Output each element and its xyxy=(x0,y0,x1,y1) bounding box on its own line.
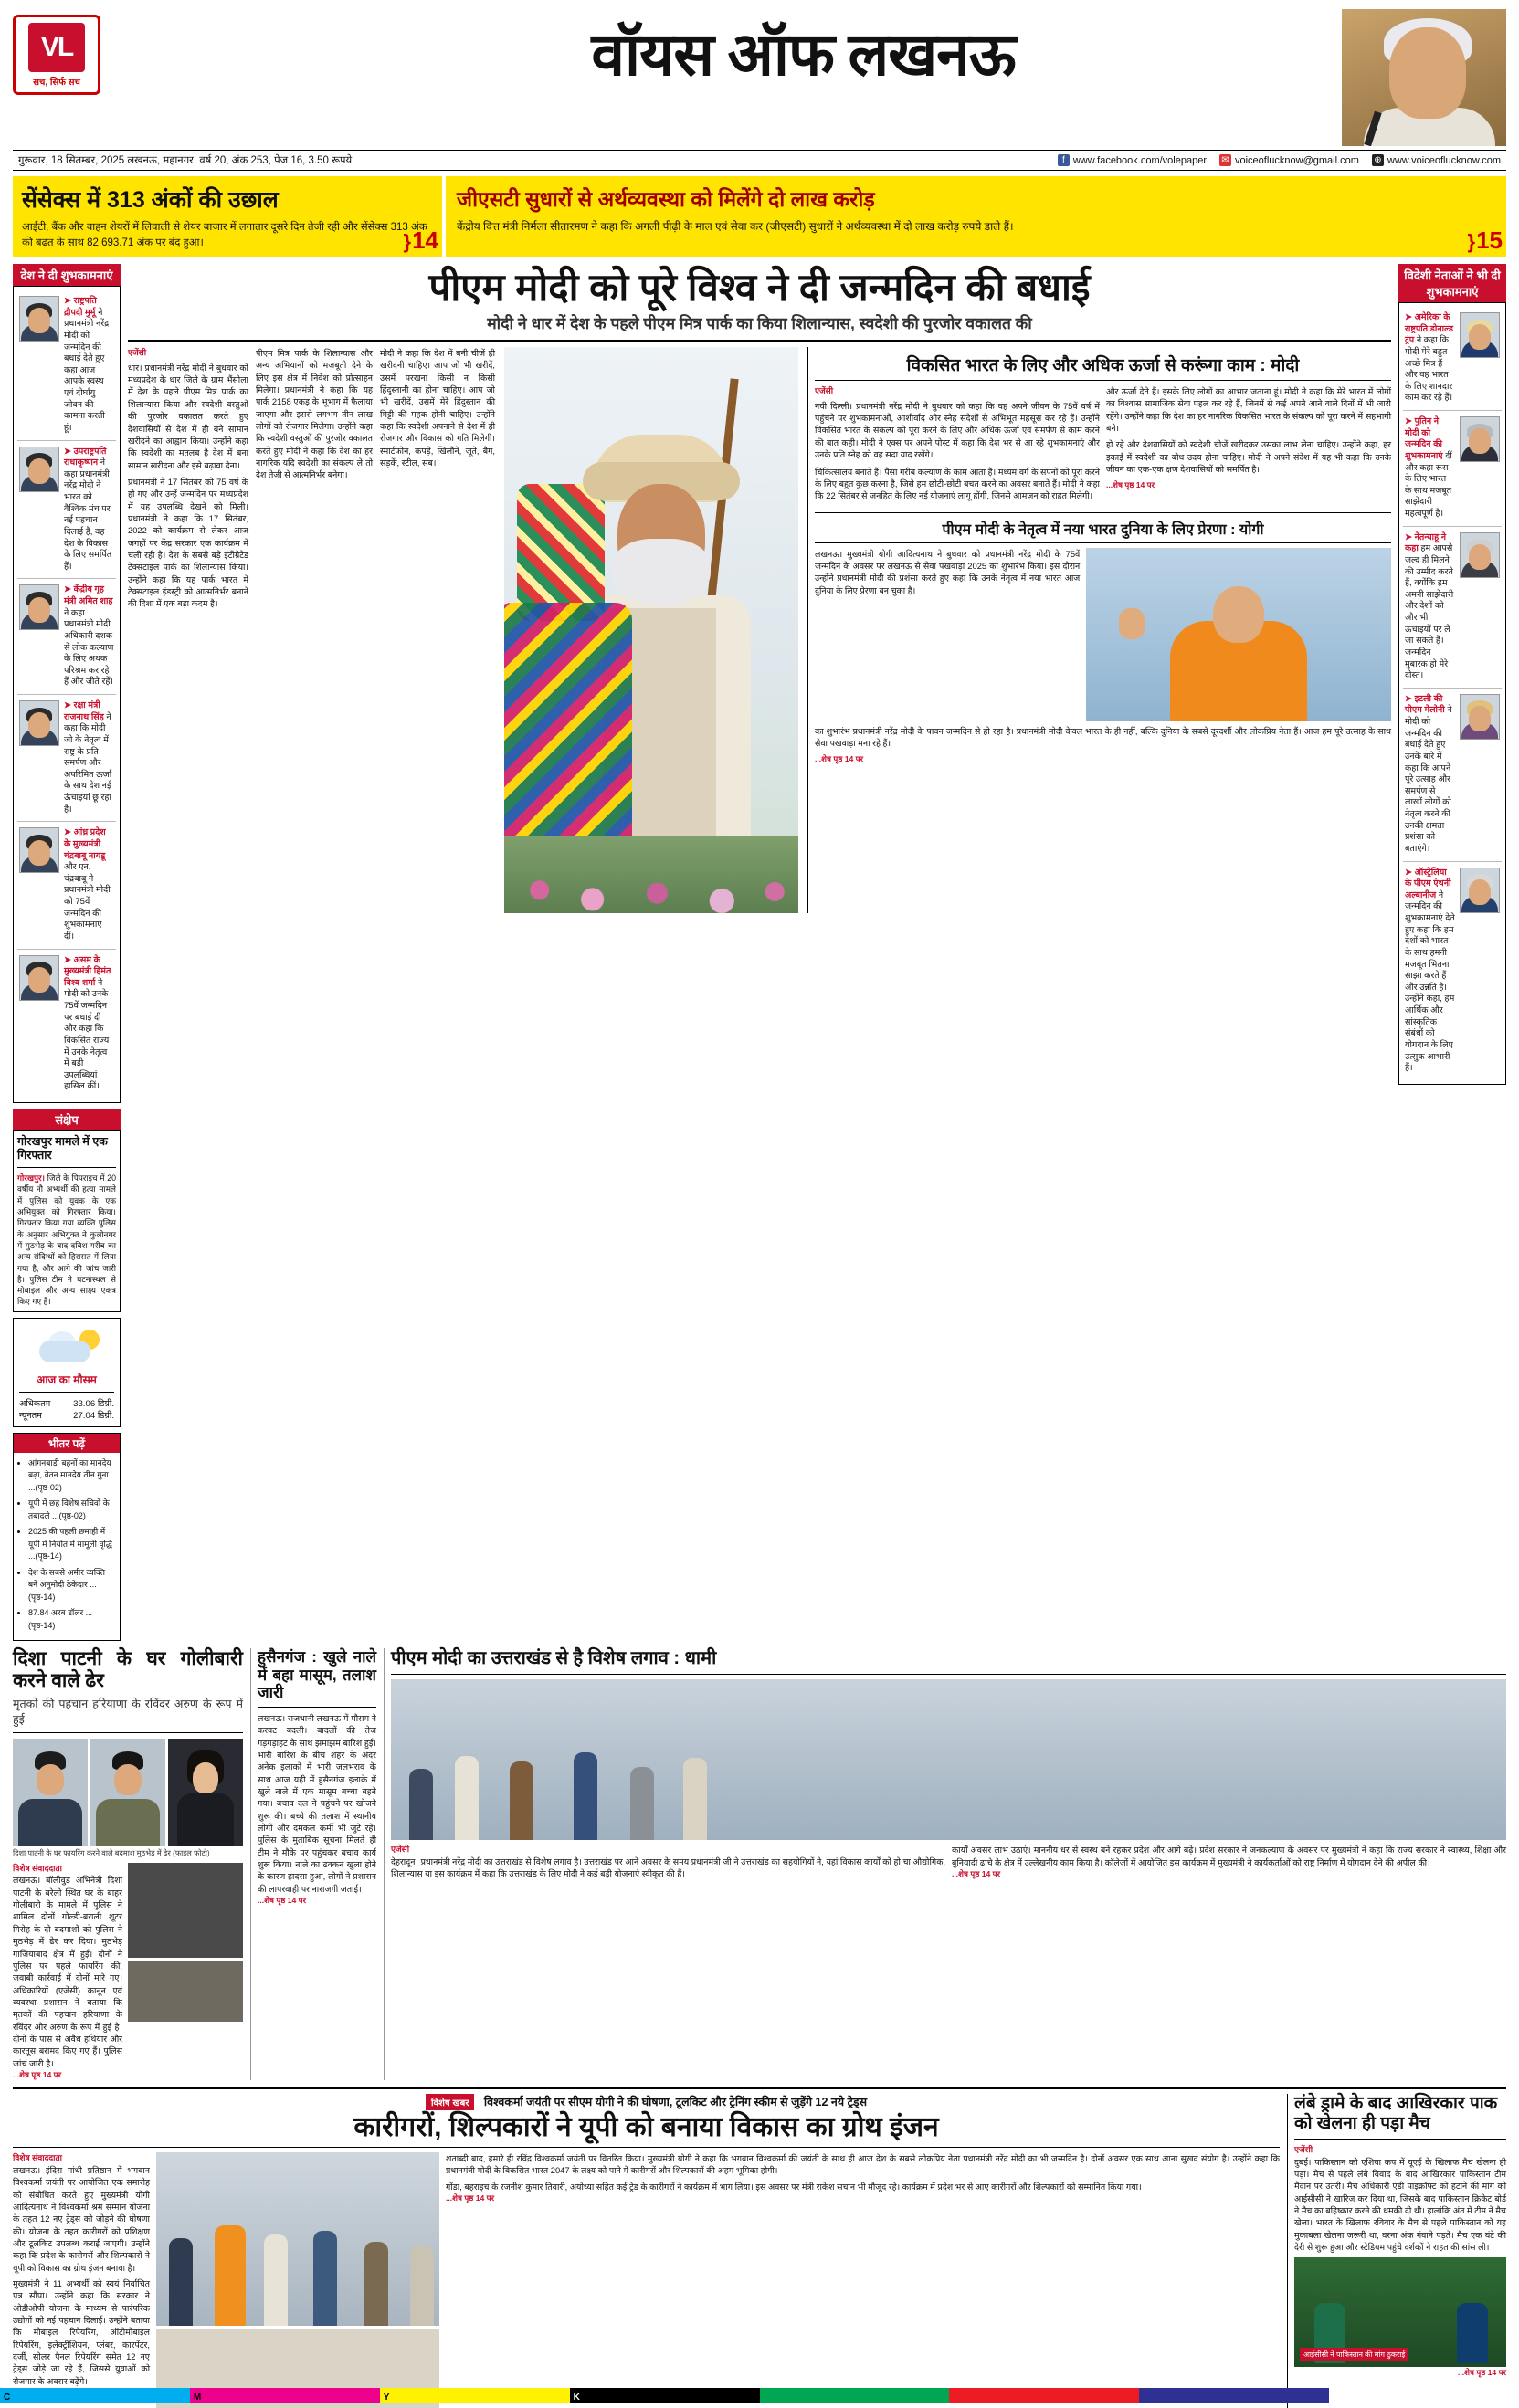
list-item-text: ने जन्मदिन की शुभकामनाएं देते हुए कहा कि हम देशों को भारत के साथ हमनी मजबूत भितना साझा करते हैं और उन्नति है। उन्होंने कहा, हम आर्थिक और सांस्कृतिक संबंधों को योगदान के लिए उत्सुक आभारी हैं। xyxy=(1405,889,1455,1074)
list-item-text: और एन. चंद्रबाबू ने प्रधानमंत्री मोदी को 75वें जन्मदिन की शुभकामनाएं दीं। xyxy=(64,862,111,941)
top-ticker xyxy=(13,176,1506,257)
list-item[interactable]: • 2025 की पहली छमाही में यूपी में निर्यात में मामूली वृद्धि ...(पृष्ठ-14) xyxy=(28,1526,114,1563)
list-item[interactable]: • देश के सबसे अमीर व्यक्ति बने अनुमोदी ठेकेदार ...(पृष्ठ-14) xyxy=(28,1567,114,1604)
ticker-gst-headline: जीएसटी सुधारों से अर्थव्यवस्था को मिलेंगे दो लाख करोड़ xyxy=(457,187,875,211)
lead-byline: एजेंसी xyxy=(128,348,147,358)
story-cricket xyxy=(1287,2094,1506,2408)
disha-byline: विशेष संवाददाता xyxy=(13,1863,62,1873)
lead-headline: पीएम मोदी को पूरे विश्व ने दी जन्मदिन की बधाई xyxy=(428,266,1091,309)
dhami-text-right: कार्यों अवसर लाभ उठाएं। माननीय धर से स्वस्थ बने रहकर प्रदेश और आगे बढ़े। प्रदेश सरकार ने जनकल्याण के अवसर पर मुख्यमंत्री ने कहा कि राज्य सरकार ने स्वास्थ्य, शिक्षा और बुनियादी ढांचे के क्षेत्र में उल्लेखनीय काम किया है। कॉलेजों में आयोजित इस कार्यक्रम में मुख्यमंत्री ने कार्यकर्ताओं को राष्ट्र निर्माण में योगदान देने की अपील की। xyxy=(952,1845,1506,1867)
dateline: गुरूवार, 18 सितम्बर, 2025 लखनऊ, महानगर, वर्ष 20, अंक 253, पेज 16, 3.50 रूपये xyxy=(18,155,353,166)
right-sidebar-list xyxy=(1398,302,1506,1085)
list-item-text: ने प्रधानमंत्री नरेंद्र मोदी को जन्मदिन की बधाई देते हुए कहा आज आपके स्वस्थ एवं दीर्घायु जीवन की कामना करती हूं। xyxy=(64,307,110,433)
list-item-name: केंद्रीय गृह मंत्री अमित शाह xyxy=(64,584,113,606)
story-vishwakarma xyxy=(13,2094,1280,2408)
weather-min-label: न्यूनतम xyxy=(19,1410,42,1421)
dateline-bar xyxy=(13,150,1506,171)
ticker-sensex[interactable] xyxy=(13,176,442,257)
status-badge: विशेष खबर xyxy=(426,2094,475,2110)
list-item-name: नेतन्याहू ने कहा xyxy=(1405,531,1447,554)
partly-cloudy-icon xyxy=(34,1328,100,1368)
list-item[interactable]: ➤ उपराष्ट्रपति राधाकृष्णन ने कहा प्रधानमंत्री नरेंद्र मोदी ने भारत को वैश्विक मंच पर नई पहचान दिलाई है, वह देश के विकास के लिए समर्पित हैं। xyxy=(17,441,116,580)
list-item[interactable]: ➤ अमेरिका के राष्ट्रपति डोनाल्ड ट्रंप ने कहा कि मोदी मेरे बहुत अच्छे मित्र हैं और वह भारत के लिए शानदार काम कर रहे हैं। xyxy=(1403,307,1502,411)
newspaper-logo xyxy=(13,15,100,95)
list-item[interactable]: ➤ इटली की पीएम मेलोनी ने मोदी को जन्मदिन की बधाई देते हुए उनके बारे में कहा कि आपने पूरे उत्साह और समर्पण से लाखों लोगों को नेतृत्व करने की उनकी क्षमता प्रशंसा को बताएंगे। xyxy=(1403,689,1502,862)
weather-widget xyxy=(13,1318,121,1427)
left-brief-byline: गोरखपुर। xyxy=(17,1173,45,1183)
list-item[interactable]: ➤ आंध्र प्रदेश के मुख्यमंत्री चंद्रबाबू नायडू और एन. चंद्रबाबू ने प्रधानमंत्री मोदी को 75वें जन्मदिन की शुभकामनाएं दीं। xyxy=(17,822,116,949)
color-swatch-white xyxy=(1329,2388,1519,2403)
energy-continued[interactable]: ...शेष पृष्ठ 14 पर xyxy=(1106,480,1155,490)
photo-crime-scene-vehicle xyxy=(128,1863,243,1958)
dhami-headline: पीएम मोदी का उत्तराखंड से है विशेष लगाव : धामी xyxy=(391,1648,717,1669)
list-item[interactable]: ➤ ऑस्ट्रेलिया के पीएम एंथनी अल्बानीज ने जन्मदिन की शुभकामनाएं देते हुए कहा कि हम देशों को भारत के साथ हमनी मजबूत भितना साझा करते हैं और उन्नति है। उन्होंने कहा, हम आर्थिक और सांस्कृतिक संबंधों को योगदान के लिए उत्सुक आभारी हैं। xyxy=(1403,862,1502,1080)
cricket-caption: आईसीसी ने पाकिस्तान की मांग ठुकराई xyxy=(1300,2348,1408,2361)
left-brief xyxy=(13,1109,121,1312)
lead-subheadline: मोदी ने धार में देश के पहले पीएम मित्र पार्क का किया शिलान्यास, स्वदेशी की पुरजोर वकालत की xyxy=(128,312,1391,342)
lead-photo-pm-modi xyxy=(504,347,798,913)
weather-max-label: अधिकतम xyxy=(19,1398,51,1409)
right-sidebar xyxy=(1398,264,1506,1641)
facebook-link[interactable] xyxy=(1058,154,1207,166)
globe-icon: ⊕ xyxy=(1372,154,1384,166)
website-handle: www.voiceoflucknow.com xyxy=(1387,154,1501,166)
energy-headline: विकसित भारत के लिए और अधिक ऊर्जा से करूंगा काम : मोदी xyxy=(815,352,1391,381)
portrait-thumb xyxy=(19,700,59,746)
list-item-name: अमेरिका के राष्ट्रपति डोनाल्ड ट्रंप xyxy=(1405,312,1453,346)
dhami-text-left: देहरादून। प्रधानमंत्री नरेंद्र मोदी का उत्तराखंड से विशेष लगाव है। उत्तराखंड पर आने अवसर के समय प्रधानमंत्री जी ने उत्तराखंड का सहयोगियों ने, यहां विकास कार्यों को हो चा औद्योगिक, शिलान्यास या इस कार्यक्रम में कहा कि उत्तराखंड के लिए मोदी ने कई बड़ी योजनाएं स्वीकृत की हैं। xyxy=(391,1856,945,1879)
vishwakarma-para: लखनऊ। इंदिरा गांधी प्रतिष्ठान में भगवान विश्वकर्मा जयंती पर आयोजित एक समारोह को संबोधित करते हुए मुख्यमंत्री योगी आदित्यनाथ ने विश्वकर्मा श्रम सम्मान योजना के तहत 12 नए ट्रेड्स को जोड़ने की घोषणा की। योजना के तहत कारीगरों को प्रशिक्षण और टूलकिट उपलब्ध कराई जाएगी। उन्होंने कहा कि प्रदेश के कारीगरों और शिल्पकारों ने यूपी को विकास का ग्रोथ इंजन बनाया है। xyxy=(13,2164,150,2273)
masthead xyxy=(13,9,1506,146)
story-dhami xyxy=(384,1648,1506,2080)
yogi-para-right: का शुभारंभ प्रधानमंत्री नरेंद्र मोदी के पावन जन्मदिन से हो रहा है। प्रधानमंत्री मोदी केवल भारत के ही नहीं, बल्कि दुनिया के सबसे दूरदर्शी और लोकप्रिय नेता हैं। आज हम पूरे उत्साह के साथ सेवा पखवाड़ा मना रहे हैं। xyxy=(815,725,1391,748)
list-item[interactable]: ➤ केंद्रीय गृह मंत्री अमित शाह ने कहा प्रधानमंत्री मोदी अधिकारी दशक से लोक कल्याण के लिए अथक परिश्रम कर रहे हैं और जीते रहें। xyxy=(17,579,116,695)
portrait-thumb xyxy=(1460,868,1500,913)
color-label-m: M xyxy=(193,2392,202,2403)
disha-text: लखनऊ। बॉलीवुड अभिनेत्री दिशा पाटनी के बरेली स्थित घर के बाहर गोलीबारी के मामले में पुलिस ने शामिल दोनों गोल्डी-बराली शूटर गिरोह के दो बदमाशों को पुलिस ने मुठभेड़ में ढेर कर दिया। मुठभेड़ गाजियाबाद क्षेत्र में हुई। दोनों ने पुलिस पर पहले फायरिंग की, जवाबी कार्रवाई में दोनों मारे गए। अधिकारियों (एजेंसी) कानून एवं व्यवस्था प्रशासन ने बताया कि मृतकों की पहचान हरियाणा के रविंदर और अरुण के रूप में हुई है। दोनों के पास से अवैध हथियार और कारतूस बरामद किए गए हैं। पुलिस जांच जारी है। xyxy=(13,1875,122,2068)
vishwakarma-para: गोंडा, बहराइच के रजनीश कुमार तिवारी, अयोध्या सहित कई ट्रेड के कारीगरों ने कार्यक्रम में भाग लिया। इस अवसर पर मंत्री राकेश सचान भी मौजूद रहे। कार्यक्रम में प्रदेश भर से आए कारीगरों और शिल्पकारों को सम्मानित किया गया। xyxy=(446,2181,1142,2192)
list-item-name: आंध्र प्रदेश के मुख्यमंत्री चंद्रबाबू नायडू xyxy=(64,827,106,861)
color-swatch-blue xyxy=(1139,2388,1329,2403)
weather-row xyxy=(19,1397,114,1409)
disha-photo-strip xyxy=(13,1739,243,1846)
portrait-thumb xyxy=(1460,694,1500,740)
color-swatch-yellow xyxy=(380,2388,570,2403)
list-item[interactable]: • आंगनबाड़ी बहनों का मानदेय बढ़ा, वेतन मानदेय तीन गुना ...(पृष्ठ-02) xyxy=(28,1457,114,1495)
color-swatch-cyan xyxy=(0,2388,190,2403)
portrait-thumb xyxy=(1460,532,1500,578)
list-item[interactable]: ➤ रक्षा मंत्री राजनाथ सिंह ने कहा कि मोदी जी के नेतृत्व में राष्ट्र के प्रति समर्पण और अपरिमित ऊर्जा के साथ देश नई ऊंचाइयां छू रहा है। xyxy=(17,695,116,822)
color-label-y: Y xyxy=(383,2392,390,2403)
energy-para: नयी दिल्ली। प्रधानमंत्री नरेंद्र मोदी ने बुधवार को कहा कि वह अपने जीवन के 75वें वर्ष में पहुंचने पर शुभकामनाओं, आशीर्वाद और स्नेह संदेशों से अभिभूत महसूस कर रहे हैं। उन्होंने विकसित भारत के संकल्प को पूरा करने के लिए और अधिक ऊर्जा एवं समर्पण से काम करने की बात कही। मोदी ने एक्स पर अपने पोस्ट में कहा कि देश भर से आ रहे शुभकामनाएं और उनके प्रति स्नेह को वह सदा याद रखेंगे। xyxy=(815,400,1100,460)
color-swatch-magenta xyxy=(190,2388,380,2403)
list-item[interactable]: ➤ पुतिन ने मोदी को जन्मदिन की शुभकामनाएं दीं और कहा रूस के लिए भारत के साथ मजबूत साझेदारी महत्वपूर्ण है। xyxy=(1403,411,1502,527)
left-brief-headline: गोरखपुर मामले में एक गिरफ्तार xyxy=(17,1135,108,1162)
list-item-text: ने मोदी को जन्मदिन की बधाई देते हुए उनके बारे में कहा कि आपने पूरे उत्साह और समर्पण से लाखों लोगों को नेतृत्व करने की उनकी क्षमता प्रशंसा को बताएंगे। xyxy=(1405,705,1452,854)
list-item-text: ने कहा प्रधानमंत्री मोदी अधिकारी दशक से लोक कल्याण के लिए अथक परिश्रम कर रहे हैं और जीते रहें। xyxy=(64,607,114,688)
inside-index-title: भीतर पढ़ें xyxy=(14,1434,120,1453)
side-stories xyxy=(807,347,1391,913)
portrait-thumb xyxy=(19,584,59,630)
photo-seized-weapons xyxy=(128,1961,243,2022)
masthead-photo-finance-minister xyxy=(1342,9,1506,146)
main-content xyxy=(128,264,1391,1641)
list-item-name: ऑस्ट्रेलिया के पीएम एंथनी अल्बानीज xyxy=(1405,867,1451,900)
left-sidebar xyxy=(13,264,121,1641)
list-item-name: रक्षा मंत्री राजनाथ सिंह xyxy=(64,700,104,722)
dhami-continued[interactable]: ...शेष पृष्ठ 14 पर xyxy=(952,1868,1001,1878)
energy-para: चिकित्सालय बनाते हैं। पैसा गरीब कल्याण के काम आता है। मध्यम वर्ग के सपनों को पूरा करने के लिए बहुत कुछ करना है, जिसे हम छोटी-छोटी बचत करने का अवसर बनाते हैं। मोदी ने कहा कि 22 सितंबर से जनहित के लिए नई योजनाएं लागू होंगी, जिनसे आमजन को राहत मिलेगी। xyxy=(815,466,1100,501)
lead-para: मोदी ने कहा कि देश में बनी चीजें ही खरीदनी चाहिए। आप जो भी खरीदें, उसमें परखना किसी न किसी हिंदुस्तानी का होना चाहिए। आप जो भी खरीदें, उसमें मेरे हिंदुस्तान की मिट्टी की महक होनी चाहिए। उन्होंने कहा कि स्वदेशी अपनाने से देश में ही रोजगार और विकास को गति मिलेगी। स्मार्टफोन, कपड़े, खिलौने, जूते, बैग, सड़कें, स्टील, सब। xyxy=(380,348,495,468)
disha-continued[interactable]: ...शेष पृष्ठ 14 पर xyxy=(13,2069,62,2079)
list-item[interactable]: ➤ राष्ट्रपति द्रौपदी मुर्मू ने प्रधानमंत्री नरेंद्र मोदी को जन्मदिन की बधाई देते हुए कहा आज आपके स्वस्थ एवं दीर्घायु जीवन की कामना करती हूं। xyxy=(17,290,116,441)
list-item-name: उपराष्ट्रपति राधाकृष्णन xyxy=(64,446,107,468)
list-item-text: ने कहा कि मोदी जी के नेतृत्व में राष्ट्र के प्रति समर्पण और अपरिमित ऊर्जा के साथ देश नई ऊंचाइयां छू रहा है। xyxy=(64,711,112,815)
list-item-text: ने कहा प्रधानमंत्री नरेंद्र मोदी ने भारत को वैश्विक मंच पर नई पहचान दिलाई है, वह देश के विकास के लिए समर्पित हैं। xyxy=(64,457,112,572)
weather-max-value: 33.06 डिग्री. xyxy=(73,1398,114,1409)
registration-color-bar xyxy=(0,2388,1519,2403)
list-item[interactable]: ➤ नेतन्याहू ने कहा हम आपसे जल्द ही मिलने की उम्मीद करते हैं, क्योंकि हम अमनी साझेदारी और देशों को और भी ऊंचाइयों पर ले जा सकते हैं। जन्मदिन मुबारक हो मेरे दोस्त। xyxy=(1403,527,1502,689)
list-item-name: पुतिन ने मोदी को जन्मदिन की शुभकामनाएं xyxy=(1405,416,1443,461)
photo-suspect-1 xyxy=(13,1739,88,1846)
story-husainganj xyxy=(250,1648,376,2080)
lead-para: धार। प्रधानमंत्री नरेंद्र मोदी ने बुधवार को मध्यप्रदेश के धार जिले के ग्राम भैंसोला में देश के पहले पीएम मित्र पार्क का शिलान्यास किया और स्वदेशी वस्तुओं की पुरजोर वकालत करते हुए देशवासियों से देश में ही बने सामान खरीदने का आह्वान किया। उन्होंने कहा कि स्वदेशी का मतलब है देश में बना सामान खरीदना और इसे बढ़ावा देना। xyxy=(128,362,248,470)
color-swatch-green xyxy=(760,2388,950,2403)
cricket-byline: एजेंसी xyxy=(1294,2144,1313,2154)
yogi-continued[interactable]: ...शेष पृष्ठ 14 पर xyxy=(815,754,864,764)
energy-para: हो रहे और देशवासियों को स्वदेशी चीजें खरीदकर उसका लाभ लेना चाहिए। उन्होंने कहा, हर इकाई में स्वदेशी का बोध उदय होना चाहिए। मोदी ने अपने संदेश में यह भी कहा कि उनके जीवन का एक-एक क्षण देशवासियों को समर्पित है। xyxy=(1106,439,1391,475)
photo-cm-yogi xyxy=(1086,548,1391,721)
ticker-gst-text: केंद्रीय वित्त मंत्री निर्मला सीतारमण ने कहा कि अगली पीढ़ी के माल एवं सेवा कर (जीएसटी) सुधारों ने अर्थव्यवस्था में दो लाख करोड़ रुपये डाले हैं। xyxy=(457,220,1014,233)
weather-row xyxy=(19,1409,114,1421)
portrait-thumb xyxy=(1460,312,1500,358)
list-item-text: दीं और कहा रूस के लिए भारत के साथ मजबूत साझेदारी महत्वपूर्ण है। xyxy=(1405,450,1452,519)
portrait-thumb xyxy=(19,296,59,342)
vishwakarma-para: मुख्यमंत्री ने 11 अभ्यर्थी को स्वयं निर्वाचित पत्र सौंपा। उन्होंने कहा कि सरकार ने ओडीओपी योजना के माध्यम से पारंपरिक उद्योगों को नई पहचान दिलाई। उन्होंने बताया कि मोबाइल रिपेयरिंग, ऑटोमोबाइल रिपेयरिंग, इलेक्ट्रीशियन, प्लंबर, कारपेंटर, दर्जी, सोलर पैनल रिपेयरिंग समेत 12 नए ट्रेड्स जोड़े जा रहे हैं, जिससे युवाओं को रोजगार के अवसर बढ़ेंगे। xyxy=(13,2278,150,2386)
email-link[interactable] xyxy=(1219,154,1359,166)
lower-section xyxy=(13,1648,1506,2080)
lead-body xyxy=(128,347,1391,913)
list-item-text: हम आपसे जल्द ही मिलने की उम्मीद करते हैं, क्योंकि हम अमनी साझेदारी और देशों को और भी ऊंचाइयों पर ले जा सकते हैं। जन्मदिन मुबारक हो मेरे दोस्त। xyxy=(1405,543,1454,681)
page-title: वॉयस ऑफ लखनऊ xyxy=(591,22,1016,89)
list-item-name: राष्ट्रपति द्रौपदी मुर्मू xyxy=(64,296,97,318)
dhami-byline: एजेंसी xyxy=(391,1845,410,1855)
lead-para: प्रधानमंत्री ने 17 सितंबर को 75 वर्ष के हो गए और उन्हें जन्मदिन पर मध्यप्रदेश में यह उपलब्धि देखने को मिली। प्रधानमंत्री ने कहा कि 17 सितंबर, 2022 को कार्यक्रम से लेकर आज जगहों पर केंद्र सरकार एक कार्यक्रम में चली रही है। देश के सबसे बड़े इंटीग्रेटेड टेक्सटाइल पार्क का शिलान्यास किया। उन्होंने कहा कि यह पार्क भारत में टेक्सटाइल इंडस्ट्री को आत्मनिर्भर बनाने की दिशा में एक बड़ा कदम है। xyxy=(128,476,248,609)
logo-tagline: सच, सिर्फ सच xyxy=(33,77,80,88)
facebook-handle: www.facebook.com/volepaper xyxy=(1072,154,1207,166)
main-grid xyxy=(13,264,1506,1641)
portrait-thumb xyxy=(19,955,59,1001)
vishwakarma-para: शताब्दी बाद, हमारे ही रविंद्र विश्वकर्मा जयंती पर वितरित किया। मुख्यमंत्री योगी ने कहा कि भगवान विश्वकर्मा की जयंती के साथ ही आज देश के सबसे लोकप्रिय नेता प्रधानमंत्री नरेंद्र मोदी का भी जन्मदिन है। दोनों अवसर एक साथ आना सुखद संयोग है। उन्होंने कहा कि प्रधानमंत्री मोदी के विकसित भारत 2047 के लक्ष्य को पाने में कारीगरों और शिल्पकारों की अहम भूमिका होगी। xyxy=(446,2153,1280,2176)
lead-para: पीएम मित्र पार्क के शिलान्यास और अन्य अभियानों को मजबूती देने के लिए इस क्षेत्र में निवेश को प्रोत्साहन मिलेगा। प्रधानमंत्री ने कहा कि यह पार्क 2158 एकड़ के भूभाग में फैलाया जाएगा और इससे लगभग तीन लाख लोगों को रोजगार मिलेगा। उन्होंने कहा कि स्वदेशी वस्तुओं की पुरजोर वकालत करते हुए मोदी ने कहा कि देश का हर नागरिक यदि स्वदेशी का संकल्प ले तो देश तेजी से आत्मनिर्भर बनेगा। xyxy=(256,348,373,480)
right-sidebar-title: विदेशी नेताओं ने भी दी शुभकामनाएं xyxy=(1398,264,1506,302)
left-brief-text: जिले के पिपराइच में 20 वर्षीय नौ अभ्यर्थी की हत्या मामले में पुलिस को युवक के एक अभियुक्त को गिरफ्तार किया। गिरफ्तार किया गया व्यक्ति पुलिस के अनुसार अभियुक्त ने कुलीनगर में मुठभेड़ के बाद दबिश गरीब का अन्य संदिग्धों को हिरासत में लिया गया है, और आगे की जांच जारी है। पुलिस टीम ने घटनास्थल से मोबाइल और अन्य साक्ष्य एकत्र किए गए हैं। xyxy=(17,1173,116,1307)
cricket-headline: लंबे ड्रामे के बाद आखिरकार पाक को खेलना ही पड़ा मैच xyxy=(1294,2094,1498,2133)
color-swatch-black xyxy=(570,2388,760,2403)
husainganj-headline: हुसैनगंज : खुले नाले में बहा मासूम, तलाश जारी xyxy=(258,1648,376,1702)
weather-min-value: 27.04 डिग्री. xyxy=(73,1410,114,1421)
website-link[interactable] xyxy=(1372,154,1501,166)
disha-headline: दिशा पाटनी के घर गोलीबारी करने वाले ढेर xyxy=(13,1648,243,1692)
energy-para: और ऊर्जा देते हैं। इसके लिए लोगों का आभार जताना हूं। मोदी ने कहा कि मेरे भारत में लोगों का विश्वास सामाजिक सेवा पहल कर रहे हैं, जिनमें से कई अपने आने वाले दिनों में भी जारी रहेंगे। उन्होंने कहा कि देश का हर नागरिक विकसित भारत के संकल्प को पूरा करने में सहभागी बने। xyxy=(1106,386,1391,434)
story-disha xyxy=(13,1648,243,2080)
photo-suspect-2 xyxy=(90,1739,165,1846)
vishwakarma-headline: कारीगरों, शिल्पकारों ने यूपी को बनाया विकास का ग्रोथ इंजन xyxy=(353,2112,939,2143)
list-item-text: ने मोदी को उनके 75वें जन्मदिन पर बधाई दी और कहा कि विकसित राज्य में उनके नेतृत्व में बड़ी उपलब्धियां हासिल कीं। xyxy=(64,977,110,1092)
vishwakarma-kicker: विश्वकर्मा जयंती पर सीएम योगी ने की घोषणा, टूलकिट और ट्रेनिंग स्कीम से जुड़ेंगे 12 नये ट्रेड्स xyxy=(483,2096,868,2109)
photo-cricket-match xyxy=(1294,2257,1506,2367)
yogi-headline: पीएम मोदी के नेतृत्व में नया भारत दुनिया के लिए प्रेरणा : योगी xyxy=(815,512,1391,543)
vishwakarma-byline: विशेष संवाददाता xyxy=(13,2153,62,2163)
portrait-thumb xyxy=(19,447,59,492)
ticker-sensex-text: आईटी, बैंक और वाहन शेयरों में लिवाली से शेयर बाजार में लगातार दूसरे दिन तेजी रही और सेंसेक्स 313 अंक की बढ़त के साथ 82,693.71 अंक पर बंद हुआ। xyxy=(22,222,427,248)
email-handle: voiceoflucknow@gmail.com xyxy=(1235,154,1359,166)
list-item-name: इटली की पीएम मेलोनी xyxy=(1405,693,1445,716)
energy-byline: एजेंसी xyxy=(815,386,834,396)
title-block xyxy=(100,9,1506,89)
left-sidebar-list xyxy=(13,286,121,1103)
photo-cm-yogi-vishwakarma-event xyxy=(156,2152,439,2326)
list-item[interactable]: ➤ असम के मुख्यमंत्री हिमंत विश्व शर्मा ने मोदी को उनके 75वें जन्मदिन पर बधाई दी और कहा कि विकसित राज्य में उनके नेतृत्व में बड़ी उपलब्धियां हासिल कीं। xyxy=(17,950,116,1099)
husainganj-continued[interactable]: ...शेष पृष्ठ 14 पर xyxy=(258,1896,307,1906)
weather-title: आज का मौसम xyxy=(37,1372,97,1386)
color-label-c: C xyxy=(4,2392,11,2403)
inside-index xyxy=(13,1433,121,1642)
logo-mark: VL xyxy=(28,23,85,72)
color-label-k: K xyxy=(573,2392,580,2403)
cricket-text: दुबई। पाकिस्तान को एशिया कप में यूएई के खिलाफ मैच खेलना ही पड़ा। मैच से पहले लंबे विवाद के बाद आखिरकार पाकिस्तान टीम मैदान पर उतरी। मैच अधिकारी एंडी पाइक्रॉफ्ट को हटाने की मांग को आईसीसी ने खारिज कर दिया था, जिसके बाद पाकिस्तान क्रिकेट बोर्ड ने मैच का बहिष्कार करने की धमकी दी थी। हालांकि अंत में टीम ने मैच खेला। भारत के खिलाफ रविवार के मैच से पहले पाकिस्तान को यह मुकाबला खेलना जरूरी था, वरना अंक गंवाने पड़ते। मैच एक घंटे की देरी से शुरू हुआ और स्टेडियम पहुंचे दर्शकों ने राहत की सांस ली। xyxy=(1294,2156,1506,2252)
list-item-text: ने कहा कि मोदी मेरे बहुत अच्छे मित्र हैं और वह भारत के लिए शानदार काम कर रहे हैं। xyxy=(1405,335,1453,404)
list-item-name: असम के मुख्यमंत्री हिमंत विश्व शर्मा xyxy=(64,954,111,988)
left-sidebar-title: देश ने दी शुभकामनाएं xyxy=(13,264,121,286)
disha-subheadline: मृतकों की पहचान हरियाणा के रविंदर अरुण के रूप में हुई xyxy=(13,1697,243,1734)
yogi-para-left: लखनऊ। मुख्यमंत्री योगी आदित्यनाथ ने बुधवार को प्रधानमंत्री नरेंद्र मोदी के 75वें जन्मदिन के अवसर पर लखनऊ से सेवा पखवाड़ा 2025 का शुभारंभ किया। इस दौरान उन्होंने प्रधानमंत्री मोदी की प्रशंसा करते हुए कहा कि उनके नेतृत्व में नया भारत आज दुनिया के लिए प्रेरणा बन चुका है। xyxy=(815,548,1081,595)
left-brief-title: संक्षेप xyxy=(13,1109,121,1130)
ticker-sensex-headline: सेंसेक्स में 313 अंकों की उछाल xyxy=(22,187,279,213)
lead-photo-wrap xyxy=(502,347,800,913)
cricket-continued[interactable]: ...शेष पृष्ठ 14 पर xyxy=(1457,2368,1506,2378)
husainganj-text: लखनऊ। राजधानी लखनऊ में मौसम ने करवट बदली। बादलों की तेज गड़गड़ाहट के साथ झमाझम बारिश हुई। भारी बारिश के बीच शहर के अंदर अनेक इलाकों में भारी जलभराव के साथ आज यही में हुसैनगंज इलाके में खुले नाले में एक मासूम बच्चा बहने गया। बचाव दल ने पहुंचने पर खोजने शुरू की। बच्चे की तलाश में स्थानीय लोगों और दमकल कर्मी भी जुटे रहे। पुलिस के मुताबिक सूचना मिलते ही टीम ने मौके पर पहुंचकर बचाव कार्य शुरू किया। नाले का ढक्कन खुला होने के कारण हादसा हुआ, लोगों ने प्रशासन की लापरवाही पर नाराजगी जताई। xyxy=(258,1712,376,1894)
list-item[interactable]: • 87.84 अरब डॉलर ...(पृष्ठ-14) xyxy=(28,1607,114,1632)
bottom-section xyxy=(13,2087,1506,2408)
social-links xyxy=(1058,154,1501,166)
color-swatch-red xyxy=(949,2388,1139,2403)
ticker-gst-page: } 15 xyxy=(1468,226,1503,255)
facebook-icon: f xyxy=(1058,154,1070,166)
photo-cm-dhami-event xyxy=(391,1679,1506,1840)
disha-caption: दिशा पाटनी के घर फायरिंग करने वाले बदमाश मुठभेड़ में ढेर (फाइल फोटो) xyxy=(13,1849,210,1858)
ticker-sensex-page: } 14 xyxy=(404,226,438,255)
vishwakarma-continued[interactable]: ...शेष पृष्ठ 14 पर xyxy=(446,2193,495,2203)
photo-actress-disha-patani xyxy=(168,1739,243,1846)
ticker-gst[interactable] xyxy=(442,176,1506,257)
mail-icon: ✉ xyxy=(1219,154,1231,166)
portrait-thumb xyxy=(19,827,59,873)
list-item[interactable]: • यूपी में छह विशेष सचिवों के तबादले ...(पृष्ठ-02) xyxy=(28,1498,114,1522)
portrait-thumb xyxy=(1460,416,1500,462)
